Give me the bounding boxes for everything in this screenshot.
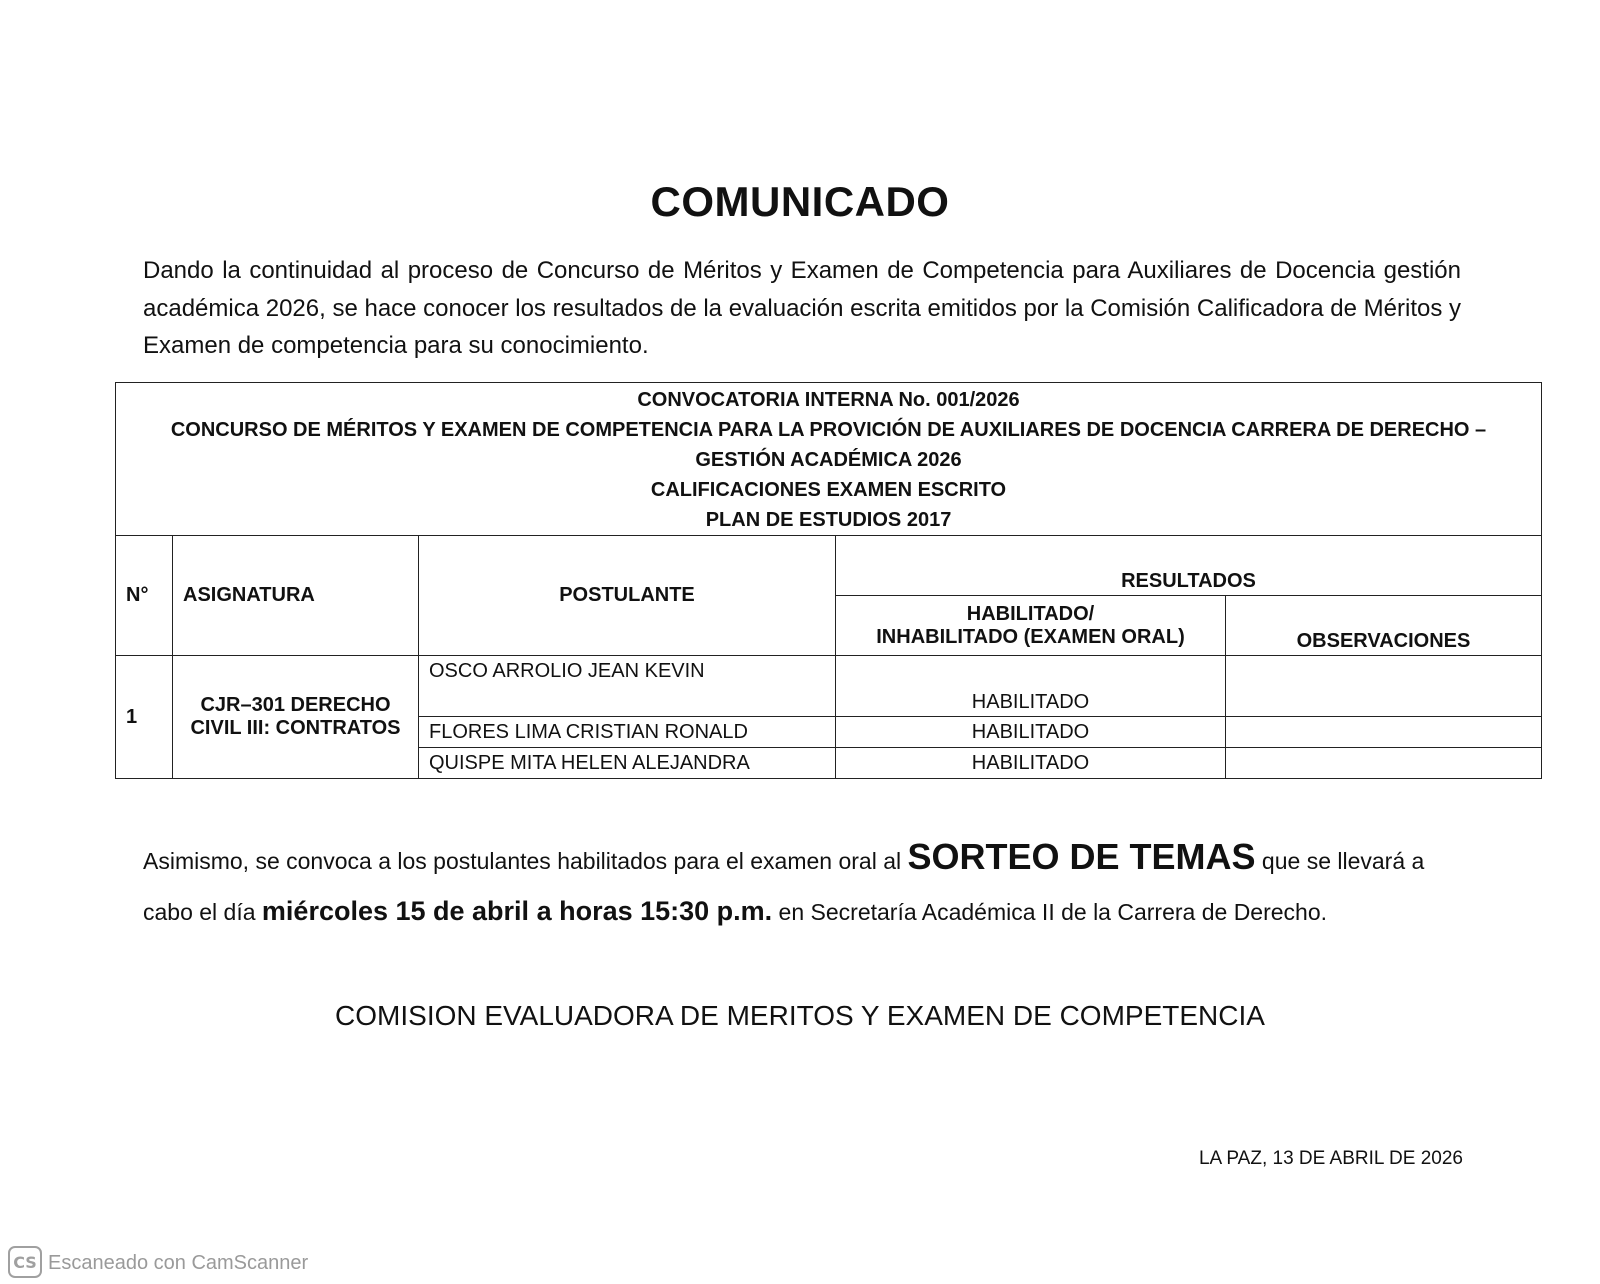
table-header-line: CONVOCATORIA INTERNA No. 001/2026: [637, 389, 1020, 411]
column-header-status: [836, 596, 1226, 656]
table-header-block: [116, 383, 1542, 536]
subject-line1: CJR–301 DERECHO: [200, 694, 391, 716]
announcement-paragraph: [143, 832, 1473, 937]
applicant-name: OSCO ARROLIO JEAN KEVIN: [419, 656, 836, 717]
applicant-status: HABILITADO: [836, 656, 1226, 717]
camscanner-logo-icon: [8, 1246, 42, 1278]
applicant-name: QUISPE MITA HELEN ALEJANDRA: [419, 748, 836, 779]
subject-line2: CIVIL III: CONTRATOS: [190, 717, 401, 739]
applicant-observations: [1226, 748, 1542, 779]
applicant-status: HABILITADO: [836, 748, 1226, 779]
column-header-subject: ASIGNATURA: [173, 536, 419, 656]
column-header-number: N°: [116, 536, 173, 656]
group-subject: [173, 656, 419, 779]
applicant-observations: [1226, 656, 1542, 717]
camscanner-logo-text: CS: [13, 1253, 37, 1272]
applicant-name: FLORES LIMA CRISTIAN RONALD: [419, 717, 836, 748]
table-header-line: CONCURSO DE MÉRITOS Y EXAMEN DE COMPETENCIA PARA LA PROVICIÓN DE AUXILIARES DE DOCENCIA CARRERA DE DERECHO –: [170, 419, 1487, 441]
status-header-line1: HABILITADO/: [966, 602, 1095, 625]
announcement-date-time: miércoles 15 de abril a horas 15:30 p.m.: [261, 896, 773, 926]
results-table: [115, 382, 1542, 779]
applicant-status: HABILITADO: [836, 717, 1226, 748]
table-header-line: GESTIÓN ACADÉMICA 2026: [695, 449, 962, 471]
announcement-text: Asimismo, se convoca a los postulantes habilitados para el examen oral al: [143, 848, 908, 874]
status-header-line2: INHABILITADO (EXAMEN ORAL): [876, 625, 1185, 648]
applicant-observations: [1226, 717, 1542, 748]
column-header-observations: OBSERVACIONES: [1226, 596, 1542, 656]
signature-line: COMISION EVALUADORA DE MERITOS Y EXAMEN DE COMPETENCIA: [335, 1000, 1265, 1031]
table-header-line: CALIFICACIONES EXAMEN ESCRITO: [650, 479, 1007, 501]
column-header-results: RESULTADOS: [836, 536, 1542, 596]
camscanner-watermark: Escaneado con CamScanner: [48, 1252, 309, 1274]
column-header-applicant: POSTULANTE: [419, 536, 836, 656]
group-number: 1: [116, 656, 173, 779]
table-header-line: PLAN DE ESTUDIOS 2017: [705, 509, 952, 531]
place-date: LA PAZ, 13 DE ABRIL DE 2026: [1198, 1148, 1463, 1169]
announcement-text: que se llevará a cabo el día: [143, 848, 1425, 925]
intro-paragraph: Dando la continuidad al proceso de Concurso de Méritos y Examen de Competencia para Auxiliares de Docencia gestión académica 2026, se hace conocer los resultados de la evaluación escrita emitidos por la Comisión Calificadora de Méritos y Examen de competencia para su conocimiento.: [143, 257, 1462, 359]
announcement-highlight: SORTEO DE TEMAS: [907, 836, 1256, 877]
announcement-text: en Secretaría Académica II de la Carrera de Derecho.: [772, 899, 1328, 925]
document-title: COMUNICADO: [650, 178, 950, 225]
